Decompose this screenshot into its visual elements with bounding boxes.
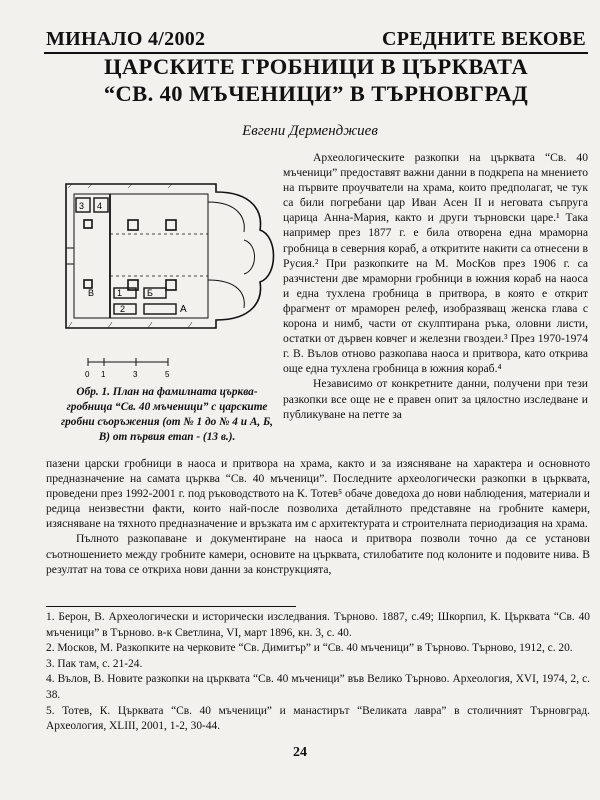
full-width-text [46, 456, 590, 577]
tomb-label-4: 4 [97, 201, 103, 211]
tomb-label-1: 1 [117, 288, 123, 298]
floor-plan-drawing [48, 172, 280, 387]
footnote-1: 1. Берон, В. Археологически и исторически изследвания. Търново. 1887, с.49; Шкорпил, К. Църквата “Св. 40 мъченици” в Търново. в-к Светлина, VI, март 1896, кн. 3, с. 40. [46, 611, 590, 639]
right-column-text [283, 150, 588, 422]
tomb-label-a: А [180, 304, 187, 315]
article-title-line-2: “СВ. 40 МЪЧЕНИЦИ” В ТЪРНОВГРАД [103, 81, 529, 106]
footnote-divider [46, 606, 296, 607]
tomb-label-b: Б [147, 288, 153, 298]
tomb-label-v: В [88, 288, 95, 298]
body-paragraph-2-end: пазени царски гробници в наоса и притвора на храма, както и за изясняване на характера и основното предназначение на самата църква “Св. 40 мъченици”. Последните археологически разкопки в църквата, проведени през 1992-2001 г. под ръководството на К. Тотев⁵ обаче доведоха до нови наблюдения, материали и редица неизвестни факти, които най-после позволиха детайлното представяне на гробните камери, изясняване на тяхното предназначение и връзката им с архитектурата и строителната периодизация на храма. [46, 457, 590, 531]
scale-label-1: 1 [101, 370, 106, 379]
footnote-5: 5. Тотев, К. Църквата “Св. 40 мъченици” и манастирът “Великата лавра” в столичният Търновград. Археология, XLIII, 2001, 1-2, 30-44. [46, 704, 590, 733]
footnote-2: 2. Москов, М. Разкопките на черковите “Св. Димитър” и “Св. 40 мъченици” в Търново. Търново, 1912, с. 20. [46, 642, 573, 655]
scale-label-3: 3 [133, 370, 138, 379]
footnotes [46, 610, 590, 735]
page-number: 24 [293, 745, 307, 760]
body-paragraph-1: Археологическите разкопки на църквата “Св. 40 мъченици” предоставят важни данни в подкрепа на мнението на първите проучватели на храма, които предполагат, че тук са били погребани цар Иван Асен II и неговата съпруга царица Анна-Мария, както и други търновски царе.¹ Така например през 1877 г. е била отворена една мраморна гробница в северния кораб, а откритите накити са отнесени в Русия.² При разкопките на М. МосКов през 1906 г. са разчистени две мраморни гробници в южния кораб на наоса и една тухлена гробница в притвора, в която е открит фрагмент от мраморен релеф, изобразяващ женска глава с корона и нимб, части от скулптирана ръка, оловни листи, остатки от дървен ковчег и железни гвоздеи.³ През 1970-1974 г. В. Вълов отново разкопава наоса и притвора, като открива още една тухлена гробница в южния кораб.⁴ [283, 151, 588, 376]
church-floor-plan-figure [48, 172, 280, 387]
journal-issue-header: МИНАЛО 4/2002 [46, 28, 206, 50]
article-title-line-1: ЦАРСКИТЕ ГРОБНИЦИ В ЦЪРКВАТА [103, 54, 528, 79]
tomb-label-3: 3 [79, 201, 85, 211]
scale-label-5: 5 [165, 370, 170, 379]
section-header: СРЕДНИТЕ ВЕКОВЕ [382, 28, 586, 50]
body-paragraph-3: Пълното разкопаване и документиране на наоса и притвора позволи точно да се установи съотношението между гробните камери, основите на църквата, стилобатите под колоните и подовите нива. В резултат на това се откриха нови данни за конструкцията, [46, 532, 590, 576]
footnote-4: 4. Вълов, В. Новите разкопки на църквата “Св. 40 мъченици” във Велико Търново. Археология, XVI, 1974, 2, с. 38. [46, 673, 590, 701]
footnote-3: 3. Пак там, с. 21-24. [46, 657, 143, 670]
article-author: Евгени Дерменджиев [242, 123, 378, 139]
figure-caption: Обр. 1. План на фамилната църква-гробница “Св. 40 мъченици” с царските гробни съоръжения (от № 1 до № 4 и А, Б, В) от първия етап - (13 в.). [60, 386, 274, 443]
body-paragraph-2-start: Независимо от конкретните данни, получени при тези разкопки все още не е правен опит за цялостно изследване и публикуване на петте за [283, 377, 588, 421]
scale-label-0: 0 [85, 370, 90, 379]
scale-bar [85, 358, 170, 379]
tomb-label-2: 2 [120, 304, 126, 314]
